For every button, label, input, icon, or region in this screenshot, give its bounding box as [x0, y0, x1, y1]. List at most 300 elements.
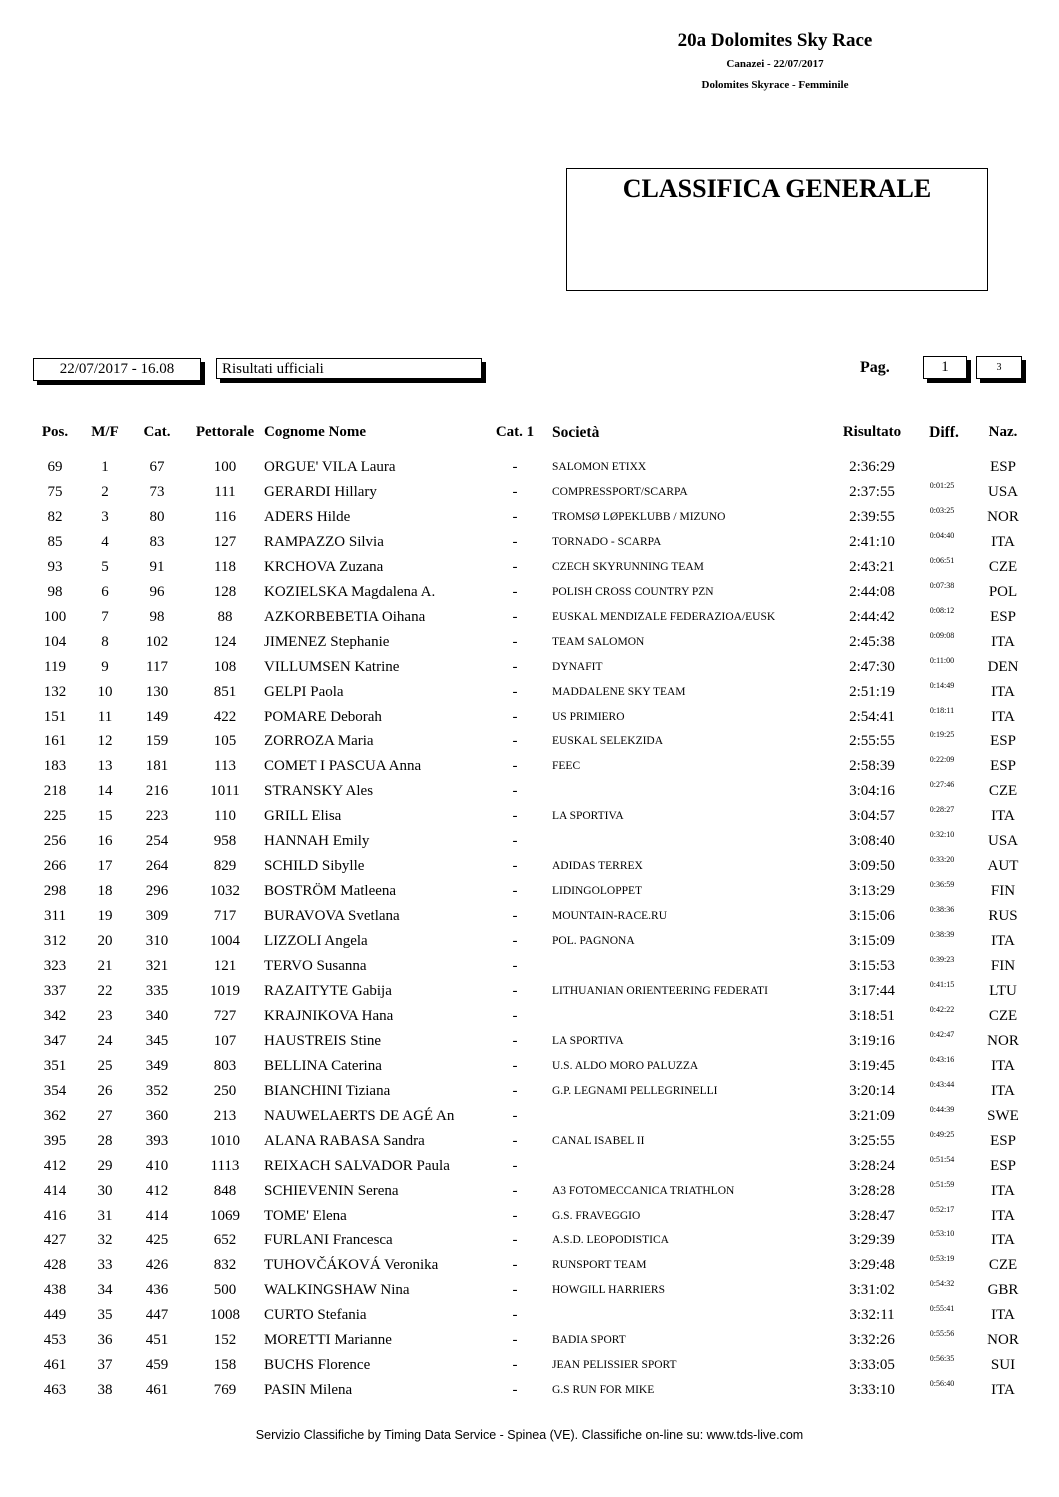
- row-pos: 412: [43, 1157, 67, 1174]
- row-risultato: 3:29:39: [849, 1232, 895, 1249]
- row-pos: 218: [43, 783, 67, 800]
- row-cat1: -: [512, 708, 518, 725]
- row-name: BELLINA Caterina: [264, 1057, 382, 1074]
- row-name: KRCHOVA Zuzana: [264, 558, 384, 575]
- row-diff: 0:38:39: [929, 930, 955, 940]
- row-cat: 309: [145, 908, 169, 925]
- row-risultato: 3:17:44: [849, 982, 895, 999]
- row-name: TERVO Susanna: [264, 958, 367, 974]
- row-name: SCHIEVENIN Serena: [264, 1182, 399, 1199]
- row-risultato: 3:28:24: [849, 1157, 895, 1174]
- row-cat1: -: [512, 483, 518, 500]
- row-risultato: 3:19:45: [849, 1057, 895, 1074]
- row-mf: 21: [97, 958, 113, 974]
- row-mf: 34: [97, 1282, 113, 1299]
- row-naz: ITA: [991, 683, 1015, 700]
- row-cat: 296: [145, 883, 169, 900]
- row-pettorale: 958: [213, 833, 237, 850]
- row-naz: SWE: [987, 1107, 1019, 1124]
- row-cat: 159: [145, 733, 169, 750]
- row-name: VILLUMSEN Katrine: [264, 658, 400, 675]
- row-pettorale: 803: [213, 1057, 237, 1074]
- col-naz: Naz.: [988, 424, 1018, 440]
- row-risultato: 3:21:09: [849, 1107, 895, 1124]
- row-name: ZORROZA Maria: [264, 733, 374, 750]
- row-pettorale: 500: [213, 1282, 237, 1299]
- row-name: HAUSTREIS Stine: [264, 1032, 382, 1049]
- row-cat: 73: [149, 483, 165, 500]
- row-cat1: -: [512, 858, 518, 875]
- table-row: [0, 1204, 1059, 1233]
- row-naz: ESP: [990, 608, 1016, 625]
- row-diff: 0:51:59: [929, 1179, 955, 1189]
- row-societa: HOWGILL HARRIERS: [552, 1284, 665, 1297]
- row-mf: 20: [97, 933, 113, 950]
- table-row: [0, 605, 1059, 634]
- page-label: Pag.: [860, 359, 890, 376]
- row-naz: ITA: [991, 1382, 1015, 1399]
- row-cat1: -: [512, 1157, 518, 1174]
- row-cat1: -: [512, 1132, 518, 1149]
- row-mf: 2: [101, 483, 109, 500]
- table-row: [0, 930, 1059, 958]
- row-cat1: -: [512, 1082, 518, 1099]
- row-pettorale: 1011: [210, 783, 240, 800]
- row-pettorale: 111: [214, 483, 236, 500]
- table-row: [0, 1179, 1059, 1208]
- row-pos: 461: [43, 1357, 67, 1374]
- row-cat: 393: [145, 1132, 169, 1149]
- row-pos: 256: [43, 833, 67, 850]
- row-cat1: -: [512, 1232, 518, 1249]
- row-pos: 342: [43, 1007, 67, 1024]
- row-diff: 0:09:08: [929, 630, 955, 640]
- row-cat: 410: [145, 1157, 169, 1174]
- table-row: [0, 805, 1059, 833]
- row-pos: 427: [43, 1232, 67, 1249]
- row-societa: CZECH SKYRUNNING TEAM: [552, 560, 704, 573]
- row-pos: 69: [47, 459, 63, 475]
- row-cat: 414: [145, 1207, 169, 1224]
- row-cat1: -: [512, 459, 518, 475]
- row-pettorale: 717: [213, 908, 237, 925]
- row-naz: ESP: [990, 459, 1016, 475]
- row-name: SCHILD Sibylle: [264, 858, 365, 875]
- row-risultato: 2:41:10: [849, 533, 895, 550]
- row-name: ORGUE' VILA Laura: [264, 459, 396, 475]
- row-naz: CZE: [988, 1007, 1018, 1024]
- row-diff: 0:22:09: [929, 755, 955, 765]
- row-societa: A3 FOTOMECCANICA TRIATHLON: [552, 1184, 735, 1197]
- row-cat: 117: [146, 658, 168, 675]
- row-risultato: 3:33:05: [849, 1357, 895, 1374]
- col-societa: Società: [552, 424, 600, 441]
- row-diff: 0:51:54: [929, 1154, 955, 1164]
- row-diff: 0:04:40: [929, 530, 955, 540]
- row-diff: 0:53:10: [929, 1229, 955, 1239]
- row-risultato: 3:28:28: [849, 1182, 895, 1199]
- row-diff: 0:53:19: [929, 1254, 955, 1264]
- table-row: [0, 1229, 1059, 1257]
- table-row: [0, 780, 1059, 808]
- row-name: MORETTI Marianne: [264, 1332, 392, 1349]
- table-row: [0, 680, 1059, 709]
- row-cat1: -: [512, 1007, 518, 1024]
- row-name: BOSTRÖM Matleena: [264, 883, 397, 900]
- row-pos: 93: [47, 558, 63, 575]
- row-diff: 0:42:22: [929, 1004, 955, 1014]
- row-naz: DEN: [987, 658, 1019, 675]
- row-pettorale: 848: [213, 1182, 237, 1199]
- row-name: POMARE Deborah: [264, 708, 382, 725]
- row-risultato: 2:44:42: [849, 608, 895, 625]
- row-cat1: -: [512, 808, 518, 825]
- row-cat: 335: [145, 982, 169, 999]
- table-row: [0, 1254, 1059, 1282]
- row-mf: 31: [97, 1207, 113, 1224]
- row-risultato: 3:32:11: [849, 1307, 895, 1324]
- row-diff: 0:54:32: [929, 1279, 955, 1289]
- row-name: RAZAITYTE Gabija: [264, 982, 392, 999]
- table-row: [0, 655, 1059, 684]
- row-societa: MADDALENE SKY TEAM: [552, 685, 686, 698]
- row-diff: 0:08:12: [929, 605, 955, 615]
- page-number: 1: [923, 356, 967, 379]
- row-cat: 83: [149, 533, 165, 550]
- row-diff: 0:18:11: [929, 705, 955, 715]
- table-row: [0, 880, 1059, 908]
- row-pettorale: 88: [217, 608, 233, 625]
- row-diff: 0:55:41: [929, 1304, 955, 1314]
- row-cat1: -: [512, 733, 518, 750]
- row-naz: GBR: [987, 1282, 1019, 1299]
- row-pos: 354: [43, 1082, 67, 1099]
- row-pos: 463: [43, 1382, 67, 1399]
- row-cat: 340: [145, 1007, 169, 1024]
- row-risultato: 3:15:06: [849, 908, 895, 925]
- row-name: FURLANI Francesca: [264, 1232, 393, 1249]
- table-row: [0, 979, 1059, 1008]
- row-mf: 37: [97, 1357, 113, 1374]
- row-risultato: 3:29:48: [849, 1257, 895, 1274]
- row-naz: ITA: [991, 533, 1015, 550]
- row-societa: TORNADO - SCARPA: [552, 535, 662, 548]
- row-diff: 0:44:39: [929, 1104, 955, 1114]
- row-naz: NOR: [987, 1032, 1019, 1049]
- row-mf: 32: [97, 1232, 113, 1249]
- datetime-box: 22/07/2017 - 16.08: [33, 358, 201, 381]
- row-cat: 412: [145, 1182, 169, 1199]
- row-pos: 337: [43, 982, 67, 999]
- row-risultato: 2:58:39: [849, 758, 895, 775]
- row-pettorale: 124: [213, 633, 237, 650]
- row-mf: 27: [97, 1107, 113, 1124]
- col-name: Cognome Nome: [264, 424, 367, 440]
- row-cat: 98: [149, 608, 165, 625]
- row-cat: 345: [145, 1032, 169, 1049]
- row-cat1: -: [512, 1032, 518, 1049]
- row-diff: 0:43:44: [929, 1079, 955, 1089]
- row-risultato: 3:28:47: [849, 1207, 895, 1224]
- row-mf: 8: [101, 633, 109, 650]
- row-name: BUCHS Florence: [264, 1357, 371, 1374]
- table-row: [0, 1304, 1059, 1332]
- row-diff: 0:41:15: [929, 979, 955, 989]
- race-title: 20a Dolomites Sky Race: [677, 30, 873, 51]
- row-pettorale: 105: [213, 733, 237, 750]
- row-societa: FEEC: [552, 760, 581, 773]
- row-societa: US PRIMIERO: [552, 710, 625, 723]
- col-pettorale: Pettorale: [195, 424, 255, 440]
- row-cat1: -: [512, 908, 518, 925]
- table-row: [0, 855, 1059, 883]
- row-mf: 15: [97, 808, 113, 825]
- row-societa: POL. PAGNONA: [552, 935, 635, 948]
- row-name: KRAJNIKOVA Hana: [264, 1007, 394, 1024]
- row-naz: ESP: [990, 1157, 1016, 1174]
- row-cat: 352: [145, 1082, 169, 1099]
- row-name: STRANSKY Ales: [264, 783, 374, 800]
- row-name: COMET I PASCUA Anna: [264, 758, 422, 775]
- row-mf: 3: [101, 508, 109, 525]
- row-naz: ITA: [991, 1307, 1015, 1324]
- table-row: [0, 630, 1059, 659]
- row-name: GELPI Paola: [264, 683, 344, 700]
- row-cat1: -: [512, 558, 518, 575]
- row-diff: 0:52:17: [929, 1204, 955, 1214]
- row-pettorale: 1010: [210, 1132, 240, 1149]
- row-pos: 312: [43, 933, 67, 950]
- row-pettorale: 1032: [210, 883, 240, 900]
- row-naz: RUS: [988, 908, 1018, 925]
- row-societa: SALOMON ETIXX: [552, 461, 647, 473]
- row-naz: ITA: [991, 633, 1015, 650]
- row-risultato: 3:19:16: [849, 1032, 895, 1049]
- row-risultato: 2:47:30: [849, 658, 895, 675]
- row-cat1: -: [512, 1382, 518, 1399]
- row-pos: 438: [43, 1282, 67, 1299]
- row-cat: 102: [145, 633, 169, 650]
- row-pettorale: 1019: [210, 982, 240, 999]
- row-societa: TEAM SALOMON: [552, 635, 645, 648]
- row-societa: EUSKAL SELEKZIDA: [552, 735, 664, 748]
- row-societa: U.S. ALDO MORO PALUZZA: [552, 1059, 699, 1072]
- row-name: JIMENEZ Stephanie: [264, 633, 390, 650]
- row-pos: 266: [43, 858, 67, 875]
- row-mf: 38: [97, 1382, 113, 1399]
- row-naz: SUI: [990, 1357, 1016, 1374]
- row-diff: 0:43:16: [929, 1054, 955, 1064]
- row-risultato: 2:39:55: [849, 508, 895, 525]
- row-cat: 321: [145, 958, 169, 974]
- row-mf: 13: [97, 758, 113, 775]
- row-diff: 0:56:40: [929, 1379, 955, 1389]
- row-risultato: 2:45:38: [849, 633, 895, 650]
- row-societa: A.S.D. LEOPODISTICA: [552, 1234, 669, 1247]
- row-societa: G.S RUN FOR MIKE: [552, 1384, 655, 1397]
- status-box: Risultati ufficiali: [216, 358, 482, 379]
- row-risultato: 3:18:51: [849, 1007, 895, 1024]
- row-naz: ITA: [991, 1082, 1015, 1099]
- row-name: HANNAH Emily: [264, 833, 370, 850]
- row-societa: POLISH CROSS COUNTRY PZN: [552, 585, 714, 598]
- row-risultato: 2:37:55: [849, 483, 895, 500]
- row-name: ALANA RABASA Sandra: [264, 1132, 425, 1149]
- row-cat1: -: [512, 1182, 518, 1199]
- row-cat1: -: [512, 583, 518, 600]
- row-name: NAUWELAERTS DE AGÉ An: [264, 1107, 455, 1124]
- row-cat1: -: [512, 883, 518, 900]
- row-societa: TROMSØ LØPEKLUBB / MIZUNO: [552, 510, 726, 523]
- row-pos: 100: [43, 608, 67, 625]
- row-diff: 0:14:49: [929, 680, 955, 690]
- row-societa: LITHUANIAN ORIENTEERING FEDERATI: [552, 984, 768, 997]
- row-mf: 1: [101, 459, 109, 475]
- row-name: PASIN Milena: [264, 1382, 353, 1399]
- row-cat1: -: [512, 1282, 518, 1299]
- row-naz: AUT: [987, 858, 1019, 875]
- row-diff: 0:32:10: [929, 830, 955, 840]
- row-pos: 85: [47, 533, 63, 550]
- footer-text: Servizio Classifiche by Timing Data Service - Spinea (VE). Classifiche on-line su: www.tds-live.com: [255, 1428, 804, 1442]
- row-pos: 75: [47, 483, 63, 500]
- row-risultato: 2:36:29: [849, 459, 895, 475]
- table-row: [0, 1154, 1059, 1183]
- row-pettorale: 769: [213, 1382, 237, 1399]
- row-cat: 459: [145, 1357, 169, 1374]
- row-cat1: -: [512, 1307, 518, 1324]
- row-mf: 25: [97, 1057, 113, 1074]
- row-risultato: 3:13:29: [849, 883, 895, 900]
- table-row: [0, 730, 1059, 758]
- row-risultato: 3:08:40: [849, 833, 895, 850]
- row-pos: 351: [43, 1057, 67, 1074]
- row-pettorale: 118: [214, 558, 236, 575]
- row-pos: 416: [43, 1207, 67, 1224]
- row-diff: 0:49:25: [929, 1129, 955, 1139]
- row-cat1: -: [512, 1057, 518, 1074]
- table-row: [0, 530, 1059, 559]
- row-diff: 0:06:51: [929, 555, 955, 565]
- table-row: [0, 555, 1059, 584]
- row-pos: 98: [47, 583, 63, 600]
- row-risultato: 2:54:41: [849, 708, 895, 725]
- race-place-date: Canazei - 22/07/2017: [726, 58, 824, 70]
- row-cat1: -: [512, 1357, 518, 1374]
- race-category: Dolomites Skyrace - Femminile: [701, 79, 849, 91]
- row-risultato: 2:55:55: [849, 733, 895, 750]
- row-risultato: 3:20:14: [849, 1082, 895, 1099]
- row-mf: 7: [101, 608, 109, 625]
- row-cat1: -: [512, 783, 518, 800]
- row-naz: FIN: [990, 958, 1016, 974]
- row-cat: 451: [145, 1332, 169, 1349]
- row-mf: 10: [97, 683, 113, 700]
- table-row: [0, 505, 1059, 534]
- row-diff: 0:33:20: [929, 855, 955, 865]
- row-name: GRILL Elisa: [264, 808, 342, 825]
- row-risultato: 3:15:09: [849, 933, 895, 950]
- row-pos: 311: [44, 908, 66, 925]
- row-cat1: -: [512, 758, 518, 775]
- row-diff: 0:56:35: [929, 1354, 955, 1364]
- row-pos: 82: [47, 508, 63, 525]
- row-pettorale: 113: [214, 758, 236, 775]
- row-mf: 14: [97, 783, 113, 800]
- row-pos: 104: [43, 633, 67, 650]
- row-diff: 0:39:23: [929, 955, 955, 964]
- row-name: CURTO Stefania: [264, 1307, 367, 1324]
- row-diff: 0:38:36: [929, 905, 955, 915]
- row-diff: 0:55:56: [929, 1329, 955, 1339]
- total-pages: 3: [976, 356, 1022, 379]
- row-pos: 151: [43, 708, 67, 725]
- row-pettorale: 422: [213, 708, 237, 725]
- row-diff: 0:01:25: [929, 480, 955, 490]
- row-risultato: 2:44:08: [849, 583, 895, 600]
- row-naz: NOR: [987, 508, 1019, 525]
- row-naz: ESP: [990, 1132, 1016, 1149]
- row-pos: 449: [43, 1307, 67, 1324]
- row-diff: 0:03:25: [929, 505, 955, 515]
- row-pettorale: 100: [213, 459, 237, 475]
- table-row: [0, 480, 1059, 509]
- row-name: REIXACH SALVADOR Paula: [264, 1157, 450, 1174]
- row-name: RAMPAZZO Silvia: [264, 533, 384, 550]
- row-mf: 26: [97, 1082, 113, 1099]
- row-pettorale: 107: [213, 1032, 237, 1049]
- row-cat: 461: [145, 1382, 169, 1399]
- row-cat1: -: [512, 833, 518, 850]
- row-pettorale: 1113: [210, 1157, 240, 1174]
- classifica-box: [566, 168, 988, 291]
- classifica-title: CLASSIFICA GENERALE: [622, 174, 932, 203]
- row-name: LIZZOLI Angela: [264, 933, 368, 950]
- row-risultato: 3:33:10: [849, 1382, 895, 1399]
- table-row: [0, 1004, 1059, 1033]
- row-cat: 91: [149, 558, 165, 575]
- row-pos: 362: [43, 1107, 67, 1124]
- row-cat: 216: [145, 783, 169, 800]
- row-societa: LIDINGOLOPPET: [552, 885, 643, 898]
- table-row: [0, 1079, 1059, 1108]
- row-risultato: 3:04:16: [849, 783, 895, 800]
- row-risultato: 2:43:21: [849, 558, 895, 575]
- row-naz: NOR: [987, 1332, 1019, 1349]
- row-diff: 0:28:27: [929, 805, 955, 815]
- row-naz: ITA: [991, 1057, 1015, 1074]
- row-pos: 225: [43, 808, 67, 825]
- row-cat: 96: [149, 583, 165, 600]
- col-risultato: Risultato: [842, 424, 902, 440]
- row-naz: ITA: [991, 1182, 1015, 1199]
- row-diff: 0:19:25: [929, 730, 955, 740]
- row-cat: 425: [145, 1232, 169, 1249]
- row-name: BIANCHINI Tiziana: [264, 1082, 391, 1099]
- row-cat1: -: [512, 508, 518, 525]
- row-cat: 264: [145, 858, 169, 875]
- row-pettorale: 128: [213, 583, 237, 600]
- row-pos: 298: [43, 883, 67, 900]
- row-mf: 6: [101, 583, 109, 600]
- row-mf: 11: [97, 708, 113, 725]
- row-pos: 183: [43, 758, 67, 775]
- row-naz: ITA: [991, 708, 1015, 725]
- row-cat: 349: [145, 1057, 169, 1074]
- table-row: [0, 1379, 1059, 1407]
- row-mf: 12: [97, 733, 113, 750]
- row-naz: CZE: [988, 783, 1018, 800]
